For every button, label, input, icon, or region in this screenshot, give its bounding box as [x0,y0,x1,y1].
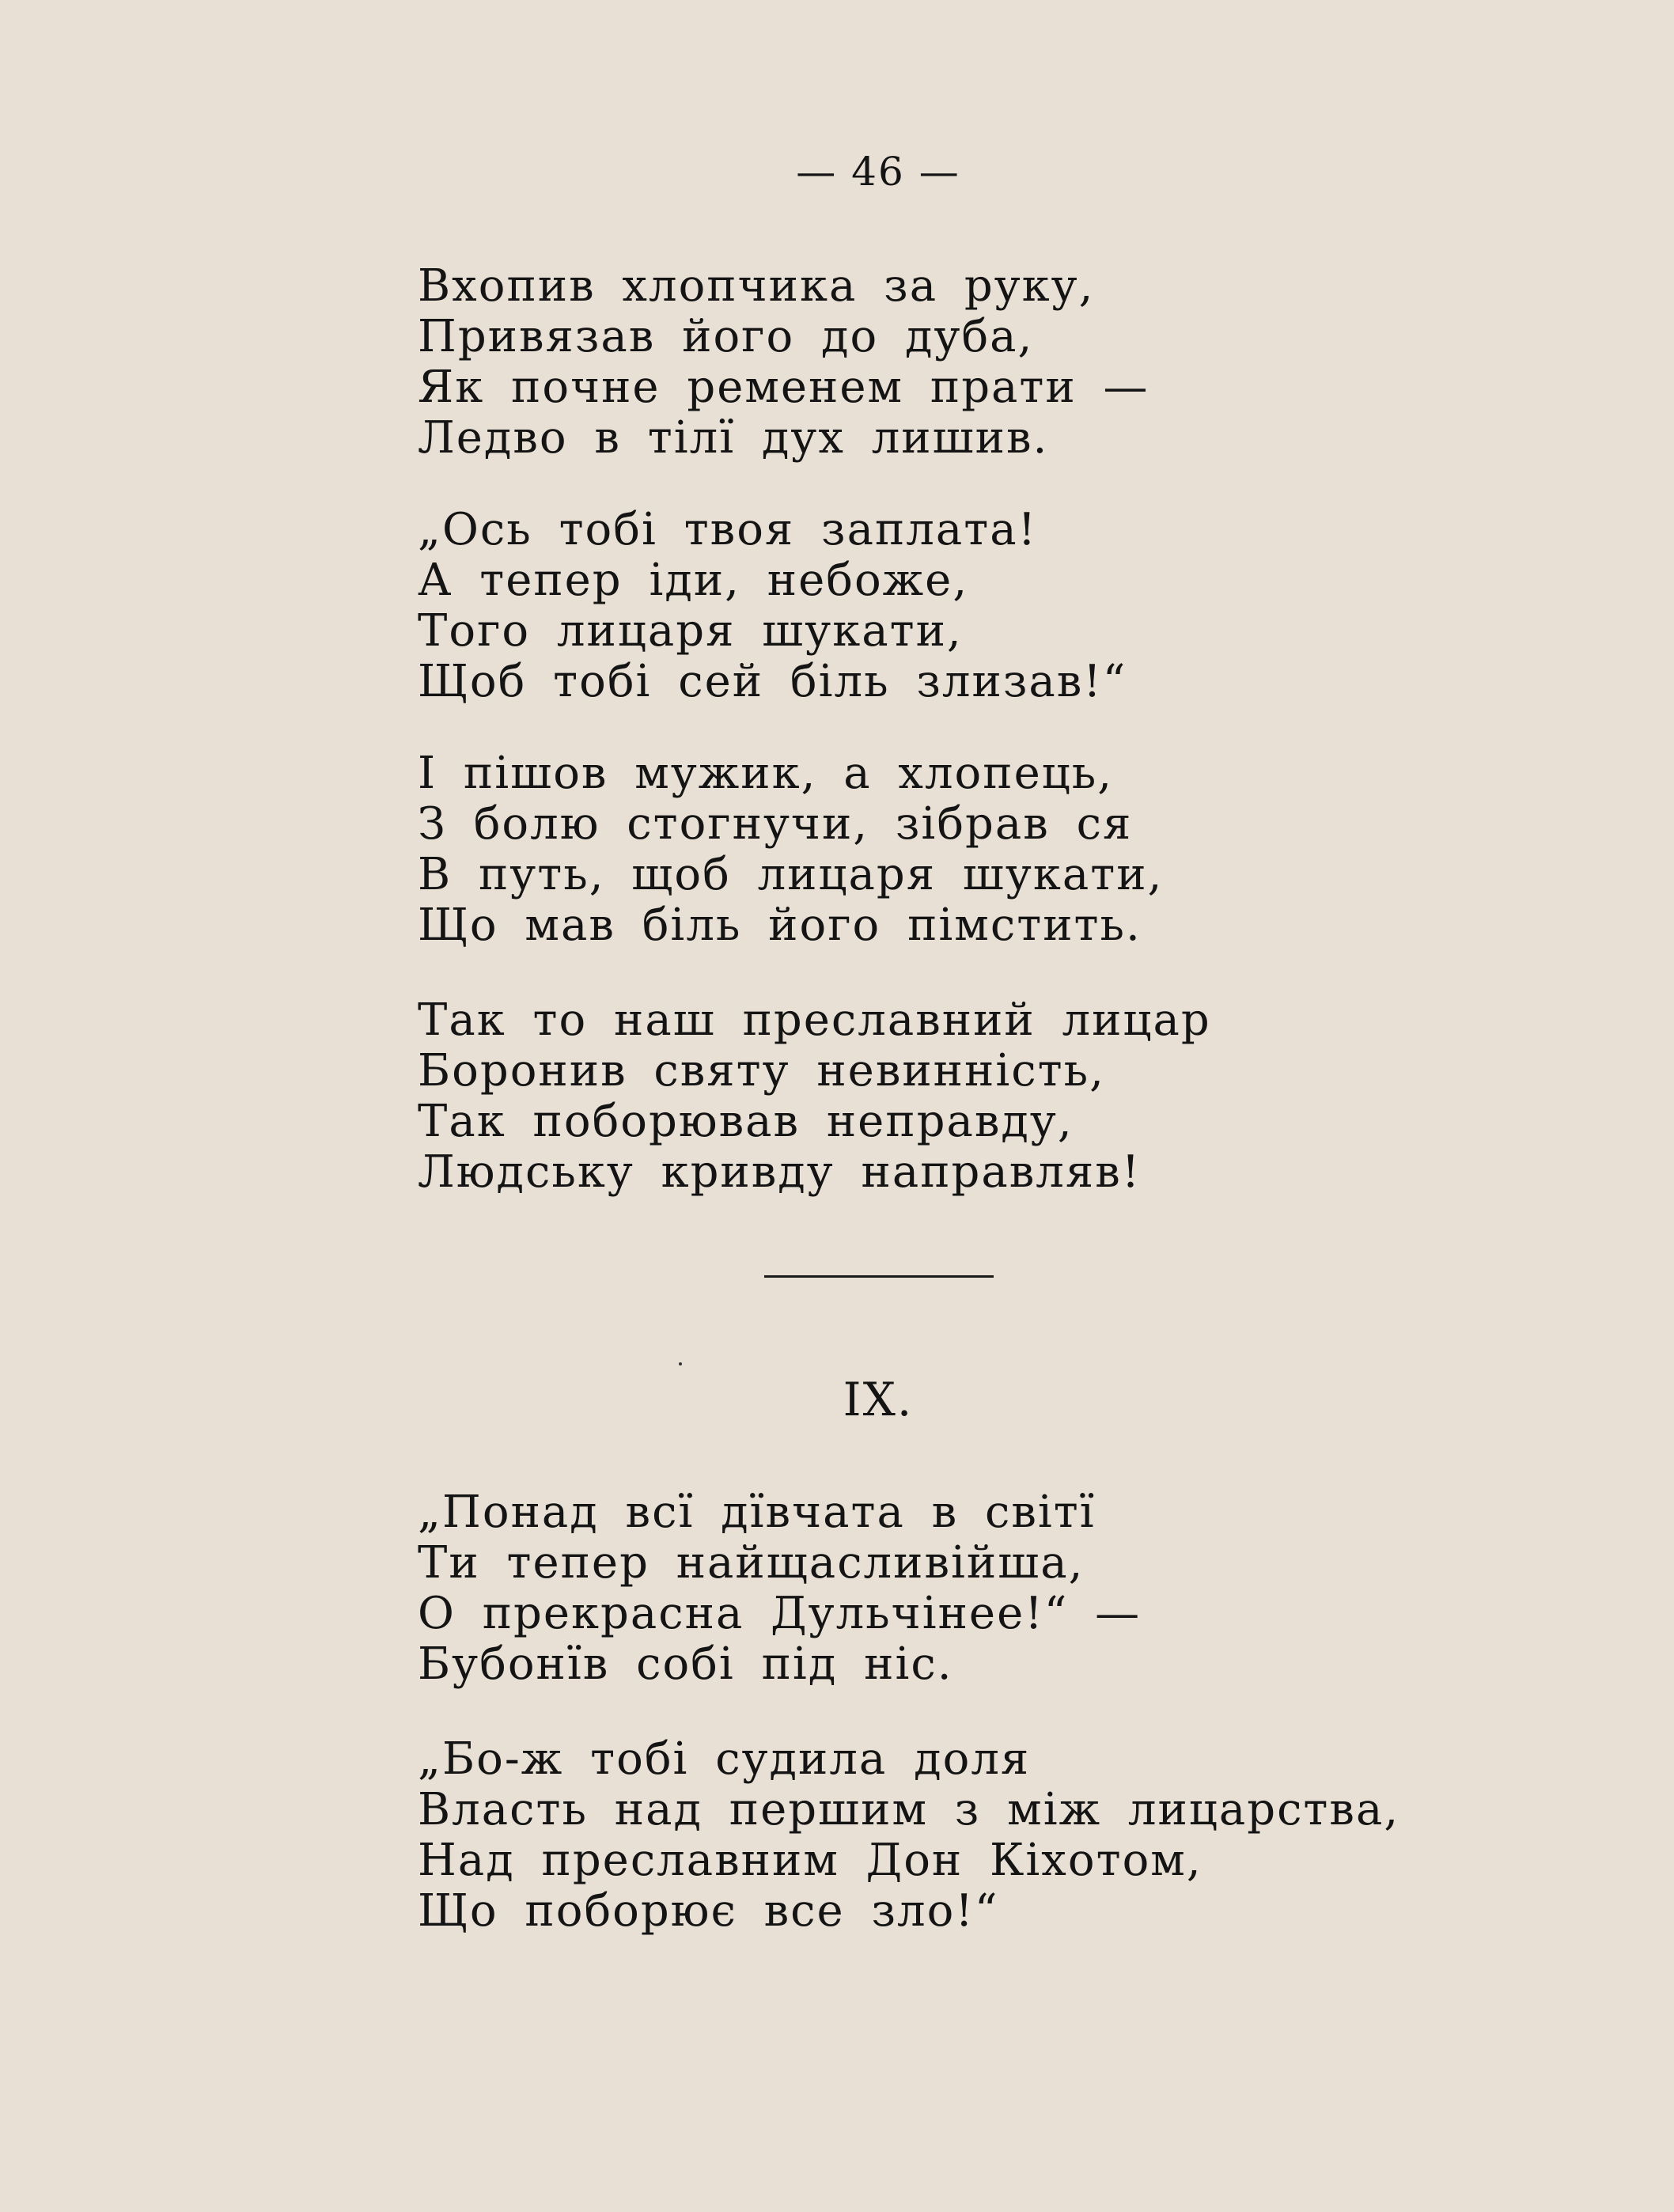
verse-line: Бубонїв собі під ніс. [418,1638,953,1690]
verse-line: Того лицаря шукати, [418,605,963,657]
section-separator [764,1275,994,1278]
stanza-4 [418,995,1211,1198]
verse-line: О прекрасна Дульчінее!“ — [418,1588,1142,1639]
verse-line: Привязав його до дуба, [418,311,1034,362]
stanza-5 [418,1487,1141,1690]
verse-line: З болю стогнучи, зібрав ся [418,798,1133,850]
verse-line: Так поборював неправду, [418,1096,1074,1147]
verse-line: Вхопив хлопчика за руку, [418,260,1095,312]
stanza-1 [418,261,1149,464]
verse-line: Ти тепер найщасливійша, [418,1537,1085,1589]
verse-line: А тепер іди, небоже, [418,555,969,606]
verse-line: Боронив святу невинність, [418,1045,1105,1097]
stanza-6 [418,1734,1399,1937]
verse-line: Що поборює все зло!“ [418,1885,999,1937]
verse-line: Ледво в тілї дух лишив. [418,412,1049,464]
verse-line: Щоб тобі сей біль злизав!“ [418,656,1127,707]
verse-line: Як почне ременем прати — [418,362,1149,413]
section-heading: IX. [843,1373,914,1426]
verse-line: „Бо-ж тобі судила доля [418,1733,1031,1785]
verse-line: Людську кривду направляв! [418,1146,1142,1198]
verse-line: Що мав біль його пімстить. [418,900,1142,951]
verse-line: Над преславним Дон Кіхотом, [418,1835,1202,1886]
verse-line: „Понад всї дївчата в світї [418,1487,1096,1538]
verse-line: Так то наш преславний лицар [418,994,1211,1046]
page-number: — 46 — [796,149,960,195]
verse-line: І пішов мужик, а хлопець, [418,748,1114,799]
verse-line: Власть над першим з між лицарства, [418,1784,1400,1835]
stanza-3 [418,748,1163,951]
verse-line: „Ось тобі твоя заплата! [418,504,1038,555]
print-speck [679,1362,682,1365]
verse-line: В путь, щоб лицаря шукати, [418,849,1164,900]
stanza-2 [418,505,1127,707]
